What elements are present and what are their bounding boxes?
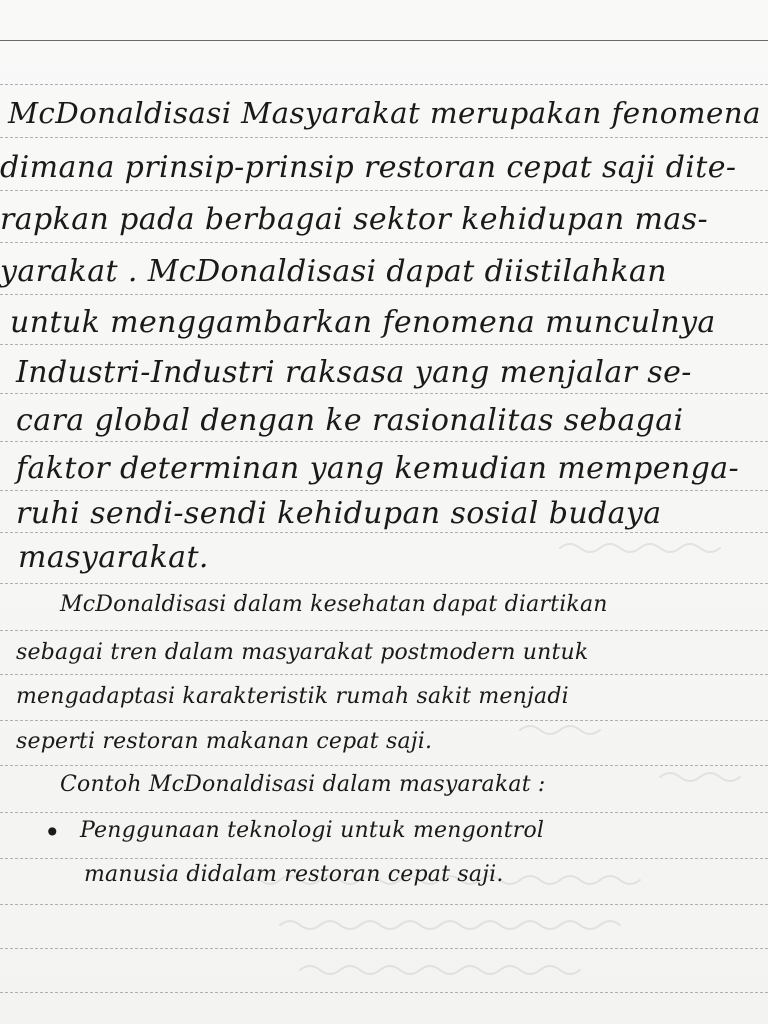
paragraph-1-line: cara global dengan ke rasionalitas sebagai: [16, 403, 684, 438]
examples-heading: Contoh McDonaldisasi dalam masyarakat :: [60, 772, 546, 797]
paragraph-1-line: rapkan pada berbagai sektor kehidupan mas-: [0, 202, 708, 237]
bullet-icon: •: [44, 816, 61, 849]
paragraph-1-line: McDonaldisasi Masyarakat merupakan fenomena: [8, 96, 761, 130]
paragraph-1-line: ruhi sendi-sendi kehidupan sosial budaya: [16, 496, 662, 531]
bullet-item-line: Penggunaan teknologi untuk mengontrol: [80, 818, 545, 843]
paragraph-1-line: faktor determinan yang kemudian mempenga-: [16, 451, 740, 486]
paragraph-2-line: sebagai tren dalam masyarakat postmodern untuk: [16, 640, 589, 665]
paragraph-1-line: yarakat . McDonaldisasi dapat diistilahkan: [0, 254, 668, 289]
bullet-item-line: manusia didalam restoran cepat saji.: [84, 862, 504, 887]
paragraph-1-line: dimana prinsip-prinsip restoran cepat saji dite-: [0, 150, 737, 185]
paragraph-2-line: mengadaptasi karakteristik rumah sakit menjadi: [16, 684, 569, 709]
paragraph-1-line: masyarakat.: [18, 540, 209, 575]
paragraph-1-line: untuk menggambarkan fenomena munculnya: [10, 305, 716, 340]
paragraph-2-line: McDonaldisasi dalam kesehatan dapat diartikan: [60, 592, 608, 617]
paragraph-2-line: seperti restoran makanan cepat saji.: [16, 729, 433, 754]
paragraph-1-line: Industri-Industri raksasa yang menjalar se-: [16, 355, 692, 390]
